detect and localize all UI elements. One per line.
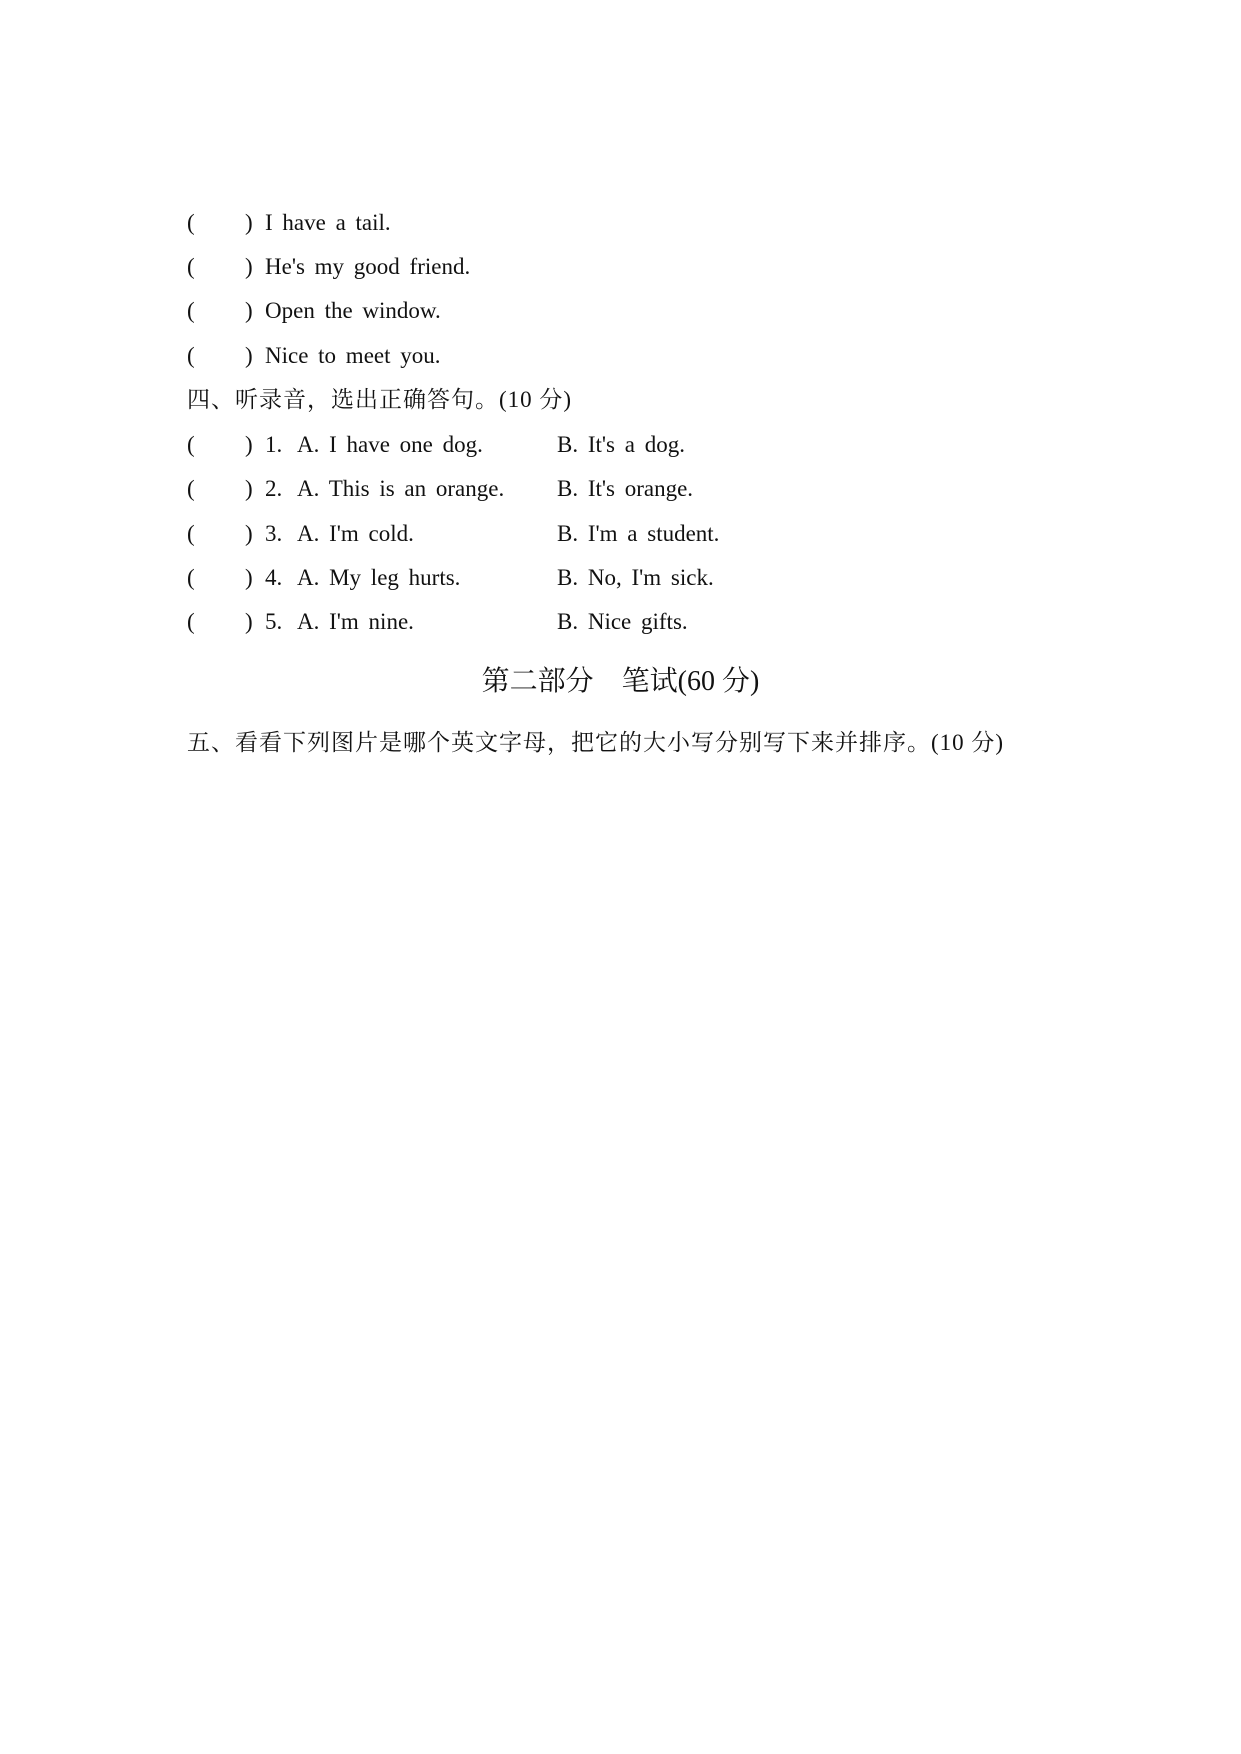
answer-bracket-close: )	[245, 210, 253, 235]
option-b: B. It's orange.	[557, 476, 694, 501]
answer-bracket-close: )	[245, 565, 253, 590]
question-number: 2.	[265, 476, 283, 501]
answer-bracket-open[interactable]: (	[187, 298, 195, 323]
statement-text: He's my good friend.	[265, 254, 471, 279]
question-number: 4.	[265, 565, 283, 590]
answer-bracket-open[interactable]: (	[187, 521, 195, 546]
answer-bracket-close: )	[245, 432, 253, 457]
answer-bracket-close: )	[245, 476, 253, 501]
option-b: B. No, I'm sick.	[557, 565, 714, 590]
answer-bracket-open[interactable]: (	[187, 432, 195, 457]
option-a: A. I'm cold.	[297, 521, 414, 546]
option-a: A. My leg hurts.	[297, 565, 461, 590]
option-a: A. I'm nine.	[297, 609, 414, 634]
answer-bracket-close: )	[245, 343, 253, 368]
part-2-title: 第二部分 笔试(60 分)	[481, 666, 760, 697]
answer-bracket-open[interactable]: (	[187, 343, 195, 368]
answer-bracket-close: )	[245, 609, 253, 634]
statement-text: Open the window.	[265, 298, 441, 323]
option-b: B. Nice gifts.	[557, 609, 688, 634]
answer-bracket-open[interactable]: (	[187, 254, 195, 279]
section-4-heading: 四、听录音，选出正确答句。(10 分)	[187, 387, 573, 412]
option-b: B. It's a dog.	[557, 432, 685, 457]
answer-bracket-open[interactable]: (	[187, 210, 195, 235]
option-a: A. I have one dog.	[297, 432, 483, 457]
answer-bracket-open[interactable]: (	[187, 476, 195, 501]
question-number: 5.	[265, 609, 283, 634]
section-5-heading: 五、看看下列图片是哪个英文字母，把它的大小写分别写下来并排序。(10 分)	[187, 730, 1005, 755]
statement-text: I have a tail.	[265, 210, 391, 235]
answer-bracket-close: )	[245, 298, 253, 323]
answer-bracket-close: )	[245, 254, 253, 279]
option-b: B. I'm a student.	[557, 521, 720, 546]
question-number: 1.	[265, 432, 283, 457]
statement-text: Nice to meet you.	[265, 343, 441, 368]
answer-bracket-open[interactable]: (	[187, 565, 195, 590]
answer-bracket-close: )	[245, 521, 253, 546]
option-a: A. This is an orange.	[297, 476, 505, 501]
answer-bracket-open[interactable]: (	[187, 609, 195, 634]
question-number: 3.	[265, 521, 283, 546]
